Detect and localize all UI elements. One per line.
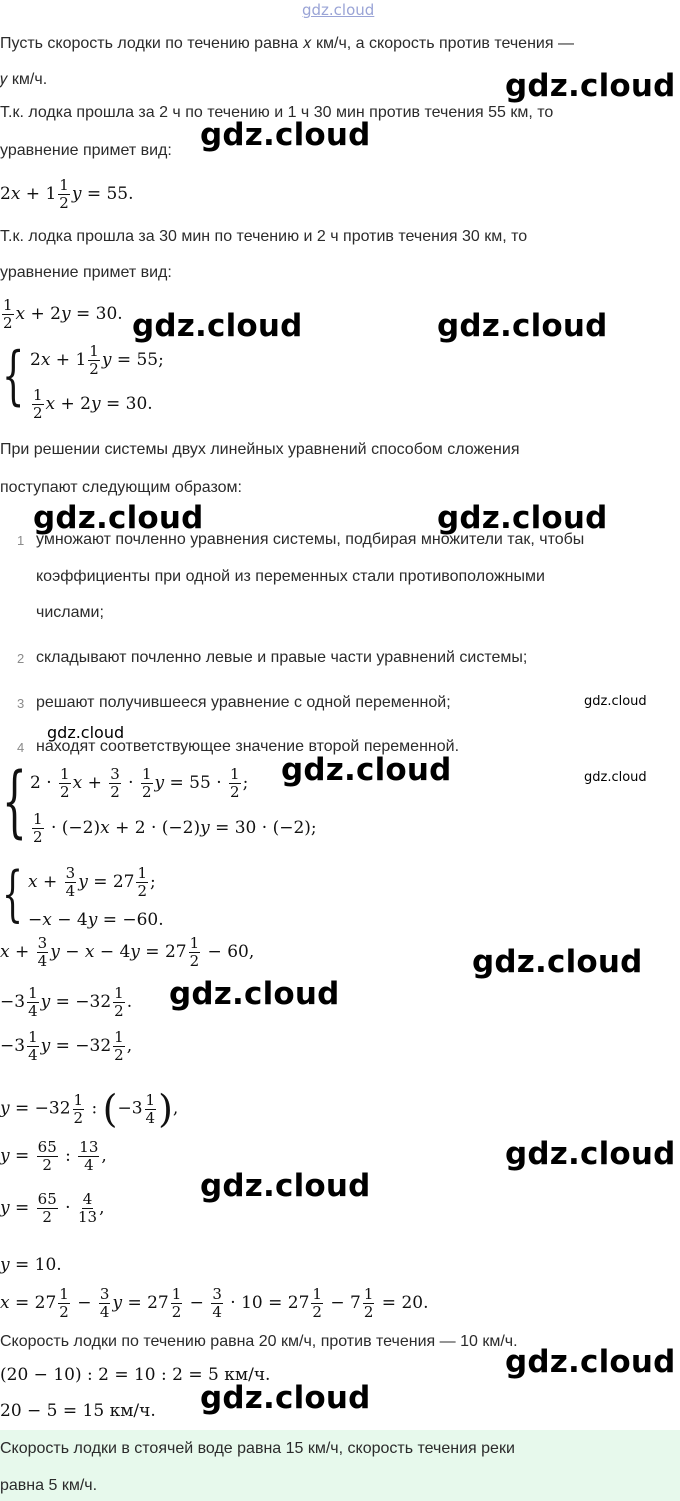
watermark: gdz.cloud [281, 752, 452, 788]
condition-1-line-1: Т.к. лодка прошла за 2 ч по течению и 1 ч 30 мин против течения 55 км, то [0, 104, 554, 121]
system-2-row-2: $\frac{1}{2}$ · (−2)𝑥 + 2 · (−2)𝑦 = 30 · (−2); [33, 810, 317, 846]
watermark: gdz.cloud [200, 1380, 371, 1416]
calc-line-8: 𝑥 = 27 $\frac{1}{2}$ − $\frac{3}{4}$ 𝑦 = 27 $\frac{1}{2}$ − $\frac{3}{4}$ · 10 = 27 $\frac{1}{2}$ − 7 $\frac{1}{2}$ = 20. [0, 1285, 429, 1321]
watermark: gdz.cloud [132, 308, 303, 344]
condition-2-line-2: уравнение примет вид: [0, 264, 172, 281]
watermark: gdz.cloud [505, 1136, 676, 1172]
system-3-row-1: 𝑥 + $\frac{3}{4}$ 𝑦 = 27 $\frac{1}{2}$ ; [28, 864, 156, 900]
watermark: gdz.cloud [584, 770, 647, 785]
step-1-line-2: коэффициенты при одной из переменных стали противоположными [36, 568, 545, 585]
watermark-top: gdz.cloud [302, 1, 375, 19]
watermark: gdz.cloud [437, 308, 608, 344]
system-3-brace: { [2, 859, 24, 929]
method-line-2: поступают следующим образом: [0, 479, 242, 496]
watermark: gdz.cloud [47, 723, 125, 742]
calc-line-2: −3 $\frac{1}{4}$ 𝑦 = −32 $\frac{1}{2}$ . [0, 984, 133, 1020]
watermark: gdz.cloud [169, 976, 340, 1012]
current-speed-calc: (20 − 10) : 2 = 10 : 2 = 5 км/ч. [0, 1365, 271, 1385]
answer-box [0, 1430, 680, 1501]
watermark: gdz.cloud [33, 500, 204, 536]
condition-1-line-2: уравнение примет вид: [0, 142, 172, 159]
step-2-line-1: складывают почленно левые и правые части уравнений системы; [36, 649, 528, 666]
answer-line-2: равна 5 км/ч. [0, 1477, 98, 1494]
equation-1: 2𝑥 + 1 $\frac{1}{2}$ 𝑦 = 55. [0, 176, 134, 212]
watermark: gdz.cloud [584, 694, 647, 709]
calc-line-4: 𝑦 = −32 $\frac{1}{2}$ : (−3 $\frac{1}{4}$ ), [0, 1087, 179, 1131]
watermark: gdz.cloud [437, 500, 608, 536]
condition-2-line-1: Т.к. лодка прошла за 30 мин по течению и 2 ч против течения 30 км, то [0, 228, 528, 245]
step-1-number: 1 [17, 533, 25, 548]
calc-line-1: 𝑥 + $\frac{3}{4}$ 𝑦 − 𝑥 − 4𝑦 = 27 $\frac{1}{2}$ − 60, [0, 934, 255, 970]
calc-line-7: 𝑦 = 10. [0, 1255, 62, 1275]
watermark: gdz.cloud [505, 1344, 676, 1380]
answer-line-1: Скорость лодки в стоячей воде равна 15 км/ч, скорость течения реки [0, 1440, 515, 1457]
system-2-brace: { [2, 757, 27, 847]
system-1-brace: { [2, 339, 25, 413]
method-line-1: При решении системы двух линейных уравнений способом сложения [0, 441, 520, 458]
watermark: gdz.cloud [200, 117, 371, 153]
calc-line-6: 𝑦 = $\frac{65}{2}$ · $\frac{4}{13}$ , [0, 1190, 105, 1226]
intro-line-2: 𝑦 км/ч. [0, 71, 48, 88]
system-2-row-1: 2 · $\frac{1}{2}$ 𝑥 + $\frac{3}{2}$ · $\frac{1}{2}$ 𝑦 = 55 · $\frac{1}{2}$ ; [30, 765, 249, 801]
speeds-line: Скорость лодки по течению равна 20 км/ч, против течения — 10 км/ч. [0, 1333, 518, 1350]
calc-line-3: −3 $\frac{1}{4}$ 𝑦 = −32 $\frac{1}{2}$ , [0, 1028, 133, 1064]
step-3-line-1: решают получившееся уравнение с одной переменной; [36, 694, 451, 711]
watermark: gdz.cloud [505, 68, 676, 104]
system-3-row-2: −𝑥 − 4𝑦 = −60. [28, 910, 164, 930]
step-1-line-3: числами; [36, 604, 104, 621]
calc-line-5: 𝑦 = $\frac{65}{2}$ : $\frac{13}{4}$ , [0, 1138, 107, 1174]
step-4-line-1: находят соответствующее значение второй переменной. [36, 738, 460, 755]
step-4-number: 4 [17, 740, 25, 755]
step-3-number: 3 [17, 696, 25, 711]
step-2-number: 2 [17, 651, 25, 666]
still-water-speed-calc: 20 − 5 = 15 км/ч. [0, 1401, 156, 1421]
watermark: gdz.cloud [200, 1168, 371, 1204]
system-1-row-1: 2𝑥 + 1 $\frac{1}{2}$ 𝑦 = 55; [30, 342, 164, 378]
watermark: gdz.cloud [472, 944, 643, 980]
system-1-row-2: $\frac{1}{2}$ 𝑥 + 2𝑦 = 30. [33, 386, 153, 422]
intro-line-1: Пусть скорость лодки по течению равна 𝑥 км/ч, а скорость против течения — [0, 35, 574, 52]
equation-2: $\frac{1}{2}$ 𝑥 + 2𝑦 = 30. [3, 296, 123, 332]
step-1-line-1: умножают почленно уравнения системы, подбирая множители так, чтобы [36, 531, 585, 548]
